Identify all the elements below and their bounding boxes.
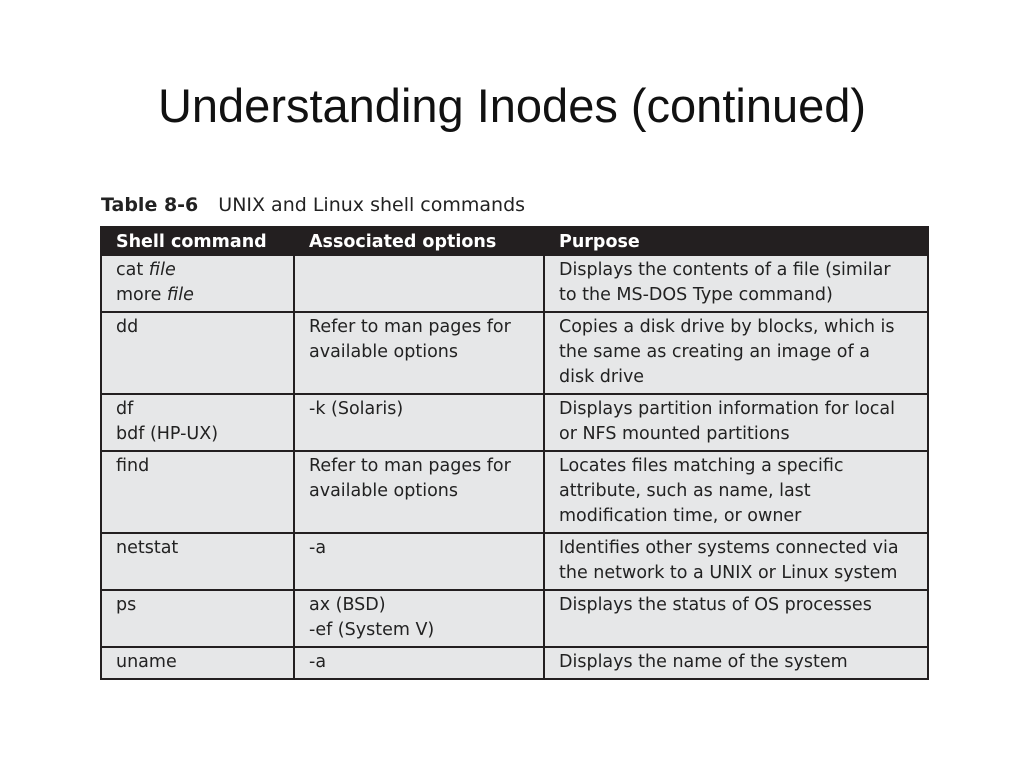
command-text: netstat — [116, 538, 179, 558]
cell-associated-options — [294, 394, 544, 451]
table-caption-text: UNIX and Linux shell commands — [218, 194, 526, 216]
table-row — [101, 533, 928, 590]
command-text: cat — [116, 260, 149, 280]
purpose-line: to the MS-DOS Type command) — [559, 285, 833, 305]
option-line: Refer to man pages for — [309, 317, 511, 337]
command-argument: file — [166, 285, 194, 305]
purpose-line: Displays the name of the system — [559, 652, 848, 672]
purpose-line: the same as creating an image of a — [559, 342, 870, 362]
command-text: ps — [116, 595, 137, 615]
cell-associated-options — [294, 590, 544, 647]
cell-shell-command — [101, 451, 294, 533]
cell-purpose — [544, 533, 928, 590]
cell-purpose — [544, 647, 928, 679]
cell-associated-options — [294, 312, 544, 394]
option-line: available options — [309, 342, 459, 362]
command-text: more — [116, 285, 167, 305]
option-line: -a — [309, 652, 327, 672]
purpose-line: the network to a UNIX or Linux system — [559, 563, 898, 583]
table-caption — [101, 194, 525, 216]
table-row — [101, 647, 928, 679]
purpose-line: Displays partition information for local — [559, 399, 895, 419]
command-line — [116, 422, 285, 447]
header-shell-command: Shell command — [101, 227, 294, 255]
table-container — [100, 226, 929, 680]
purpose-line: disk drive — [559, 367, 645, 387]
table-header — [101, 227, 928, 255]
purpose-line: Locates files matching a specific — [559, 456, 844, 476]
slide-title: Understanding Inodes (continued) — [157, 79, 867, 132]
cell-purpose — [544, 255, 928, 312]
command-line — [116, 536, 285, 561]
table-row — [101, 255, 928, 312]
cell-associated-options — [294, 255, 544, 312]
purpose-line: modification time, or owner — [559, 506, 802, 526]
cell-shell-command — [101, 255, 294, 312]
command-line — [116, 397, 285, 422]
purpose-line: Displays the contents of a file (similar — [559, 260, 891, 280]
header-associated-options: Associated options — [294, 227, 544, 255]
option-line: -k (Solaris) — [309, 399, 404, 419]
cell-purpose — [544, 451, 928, 533]
cell-shell-command — [101, 533, 294, 590]
option-line: -ef (System V) — [309, 620, 435, 640]
purpose-line: or NFS mounted partitions — [559, 424, 790, 444]
cell-associated-options — [294, 533, 544, 590]
table-number: Table 8-6 — [101, 194, 199, 216]
command-line — [116, 315, 285, 340]
header-purpose: Purpose — [544, 227, 928, 255]
table-body — [101, 255, 928, 679]
option-line: ax (BSD) — [309, 595, 386, 615]
cell-purpose — [544, 394, 928, 451]
cell-shell-command — [101, 312, 294, 394]
cell-associated-options — [294, 451, 544, 533]
cell-purpose — [544, 312, 928, 394]
purpose-line: Copies a disk drive by blocks, which is — [559, 317, 895, 337]
purpose-line: Displays the status of OS processes — [559, 595, 872, 615]
command-line — [116, 258, 285, 283]
cell-associated-options — [294, 647, 544, 679]
command-line — [116, 593, 285, 618]
purpose-line: Identifies other systems connected via — [559, 538, 899, 558]
cell-shell-command — [101, 647, 294, 679]
purpose-line: attribute, such as name, last — [559, 481, 811, 501]
header-row — [101, 227, 928, 255]
command-line — [116, 283, 285, 308]
table-row — [101, 394, 928, 451]
command-line — [116, 454, 285, 479]
command-argument: file — [148, 260, 176, 280]
cell-purpose — [544, 590, 928, 647]
option-line: -a — [309, 538, 327, 558]
command-text: dd — [116, 317, 139, 337]
shell-commands-table — [100, 226, 929, 680]
table-row — [101, 590, 928, 647]
command-text: find — [116, 456, 150, 476]
table-row — [101, 451, 928, 533]
cell-shell-command — [101, 590, 294, 647]
option-line: available options — [309, 481, 459, 501]
command-text: df — [116, 399, 134, 419]
command-text: bdf (HP-UX) — [116, 424, 219, 444]
command-line — [116, 650, 285, 675]
cell-shell-command — [101, 394, 294, 451]
command-text: uname — [116, 652, 177, 672]
table-row — [101, 312, 928, 394]
option-line: Refer to man pages for — [309, 456, 511, 476]
